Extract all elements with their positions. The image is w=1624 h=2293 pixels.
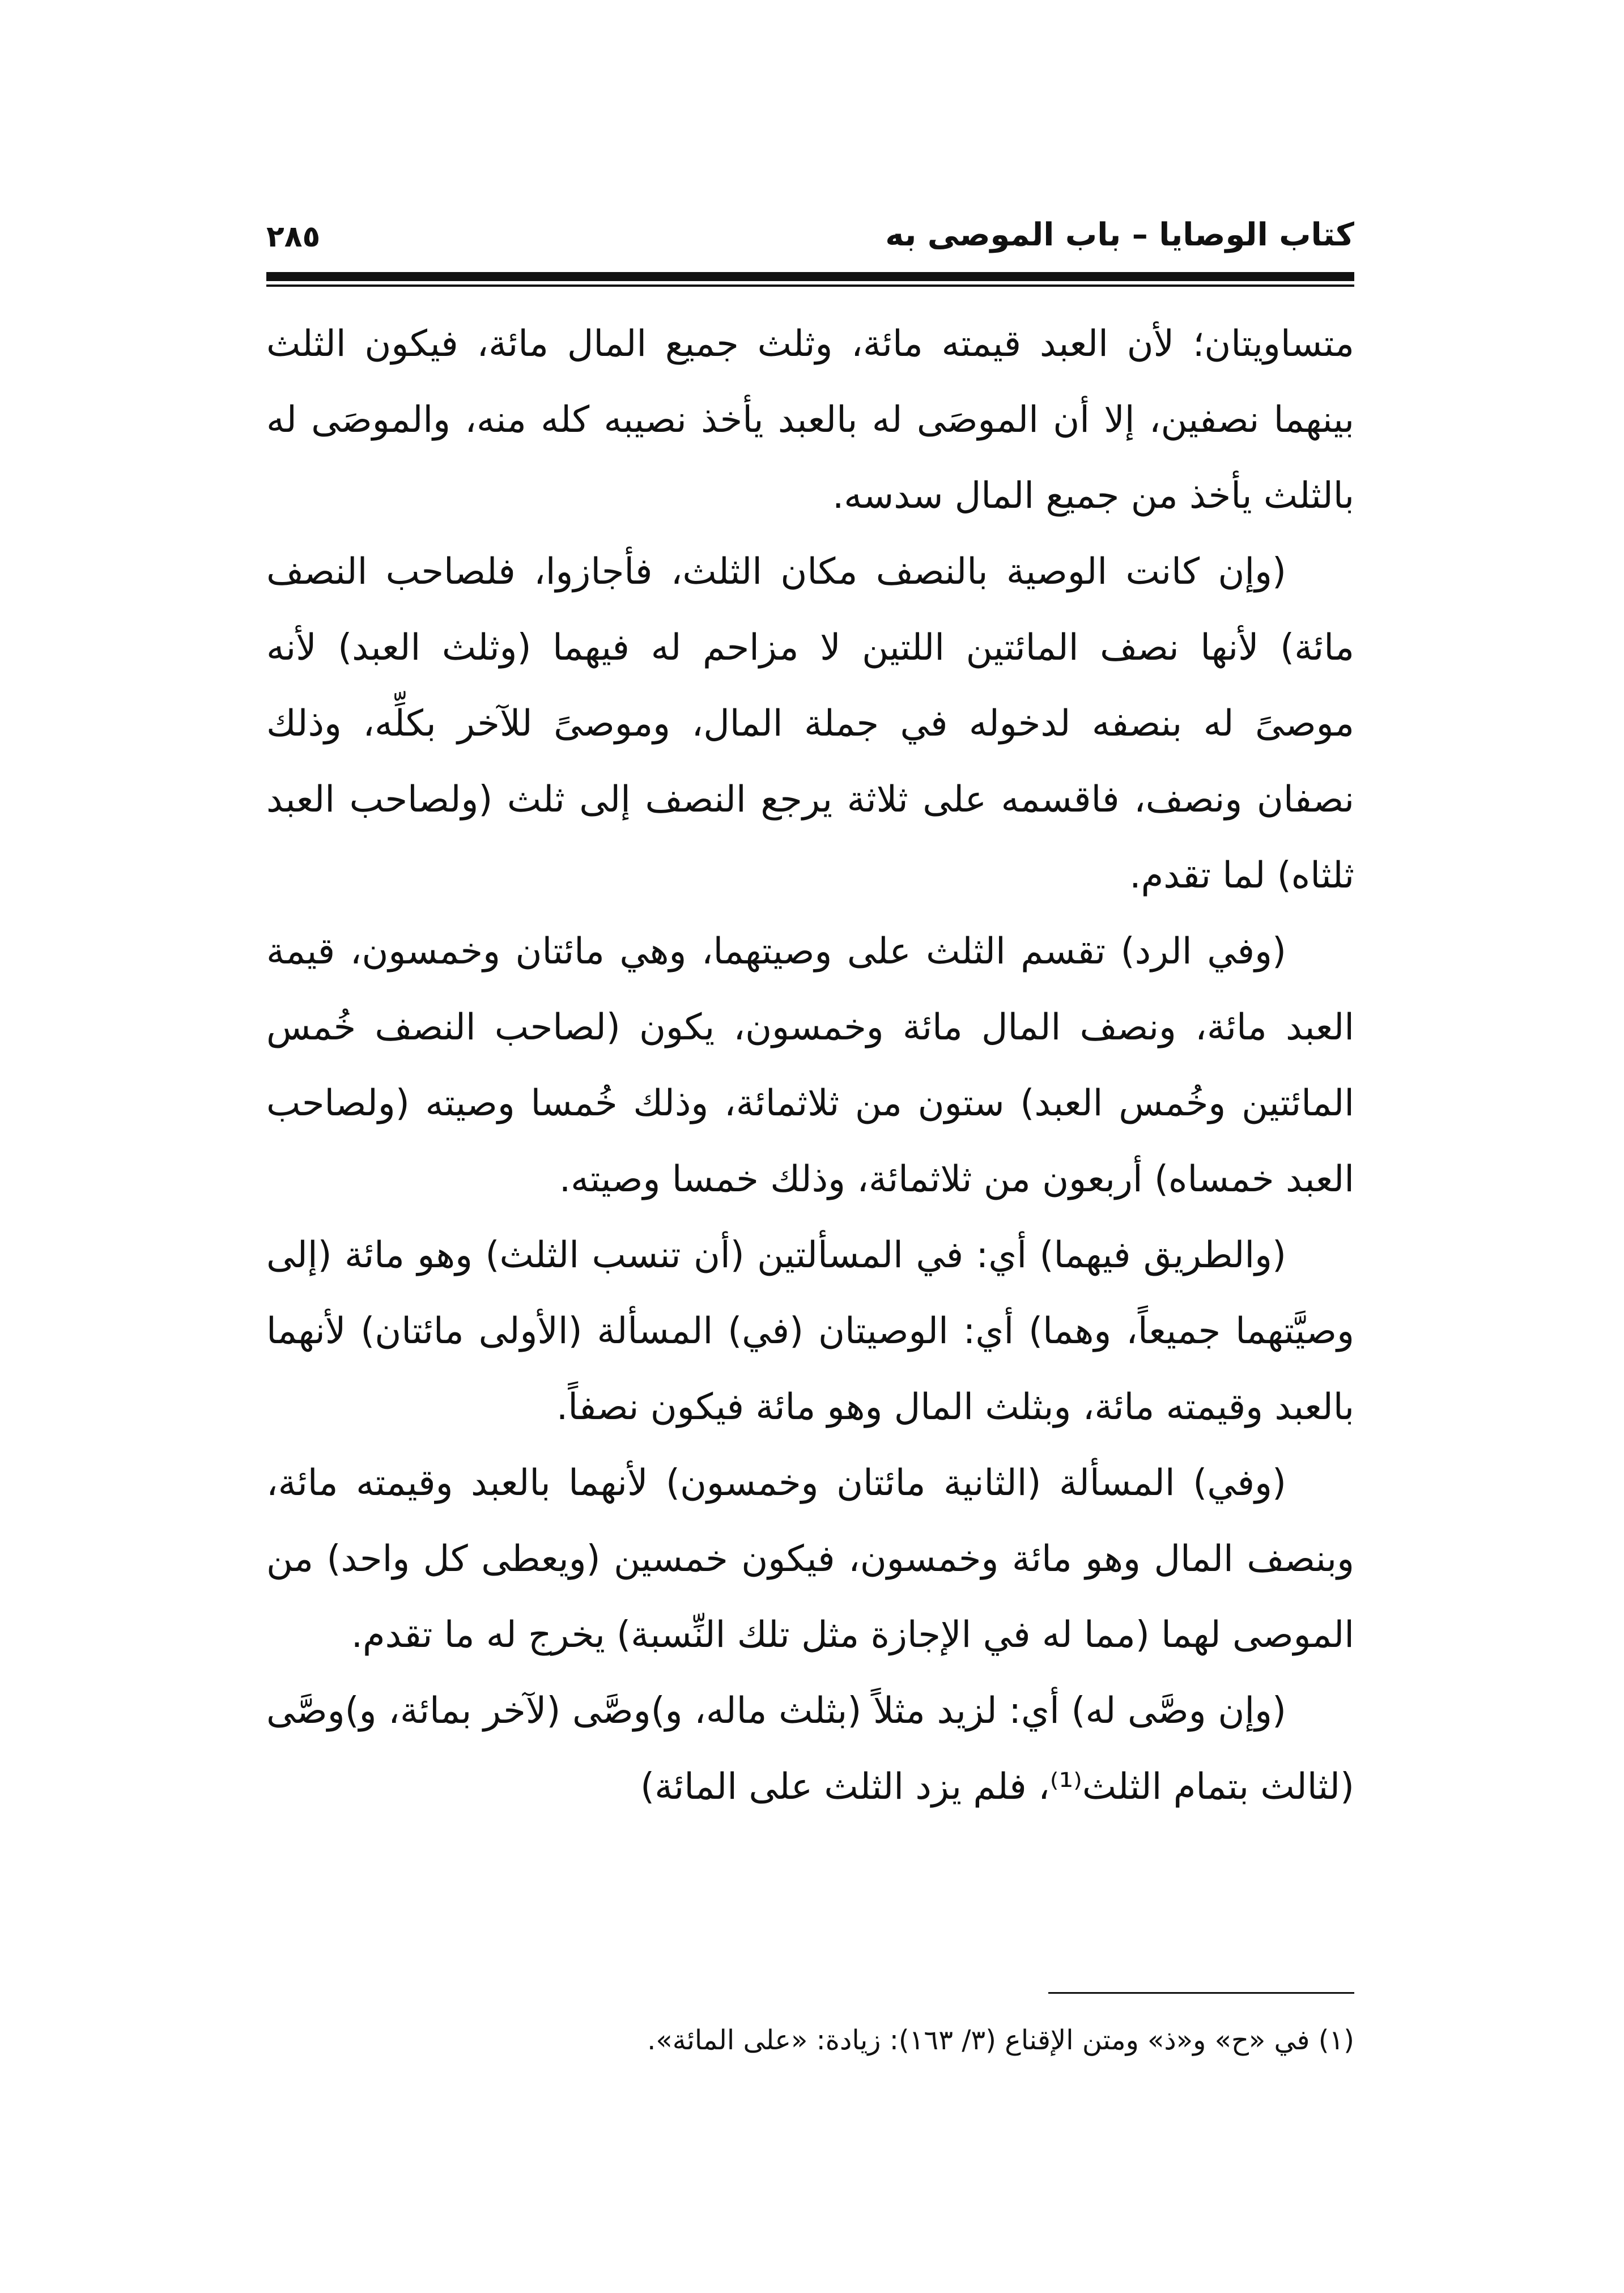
paragraph: (وفي) المسألة (الثانية مائتان وخمسون) لأنهما بالعبد وقيمته مائة، وبنصف المال وهو مائة وخمسون، فيكون خمسين (ويعطى كل واحد) من الموصى لهما (مما له في الإجازة مثل تلك النِّسبة) يخرج له ما تقدم.: [266, 1462, 1354, 1656]
paragraph: (وفي الرد) تقسم الثلث على وصيتهما، وهي مائتان وخمسون، قيمة العبد مائة، ونصف المال مائة وخمسون، يكون (لصاحب النصف خُمس المائتين وخُمس العبد) ستون من ثلاثمائة، وذلك خُمسا وصيته (ولصاحب العبد خمساه) أربعون من ثلاثمائة، وذلك خمسا وصيته.: [266, 931, 1354, 1200]
paragraph: (والطريق فيهما) أي: في المسألتين (أن تنسب الثلث) وهو مائة (إلى وصيَّتهما جميعاً، وهما) أي: الوصيتان (في) المسألة (الأولى مائتان) لأنهما بالعبد وقيمته مائة، وبثلث المال وهو مائة فيكون نصفاً.: [266, 1234, 1354, 1428]
paragraph: (وإن كانت الوصية بالنصف مكان الثلث، فأجازوا، فلصاحب النصف مائة) لأنها نصف المائتين اللتين لا مزاحم له فيهما (وثلث العبد) لأنه موصىً له بنصفه لدخوله في جملة المال، وموصىً للآخر بكلِّه، وذلك نصفان ونصف، فاقسمه على ثلاثة يرجع النصف إلى ثلث (ولصاحب العبد ثلثاه) لما تقدم.: [266, 551, 1354, 897]
page-number: ٢٨٥: [266, 220, 321, 254]
footnote-separator: [1048, 1992, 1354, 1994]
footnote: (١) في «ح» و«ذ» ومتن الإقناع (٣/ ١٦٣): زيادة: «على المائة».: [647, 2024, 1354, 2056]
header-rule-thin: [266, 284, 1354, 287]
page-header: [266, 210, 1354, 266]
header-rule-thick: [266, 272, 1354, 281]
running-title: كتاب الوصايا – باب الموصى به: [885, 216, 1354, 253]
paragraph: متساويتان؛ لأن العبد قيمته مائة، وثلث جميع المال مائة، فيكون الثلث بينهما نصفين، إلا أن الموصَى له بالعبد يأخذ نصيبه كله منه، والموصَى له بالثلث يأخذ من جميع المال سدسه.: [266, 323, 1354, 517]
main-text: [266, 306, 1354, 1825]
paragraph: (وإن وصَّى له) أي: لزيد مثلاً (بثلث ماله، و)وصَّى (لآخر بمائة، و)وصَّى (لثالث بتمام الثلث⁽¹⁾، فلم يزد الثلث على المائة): [266, 1690, 1354, 1808]
